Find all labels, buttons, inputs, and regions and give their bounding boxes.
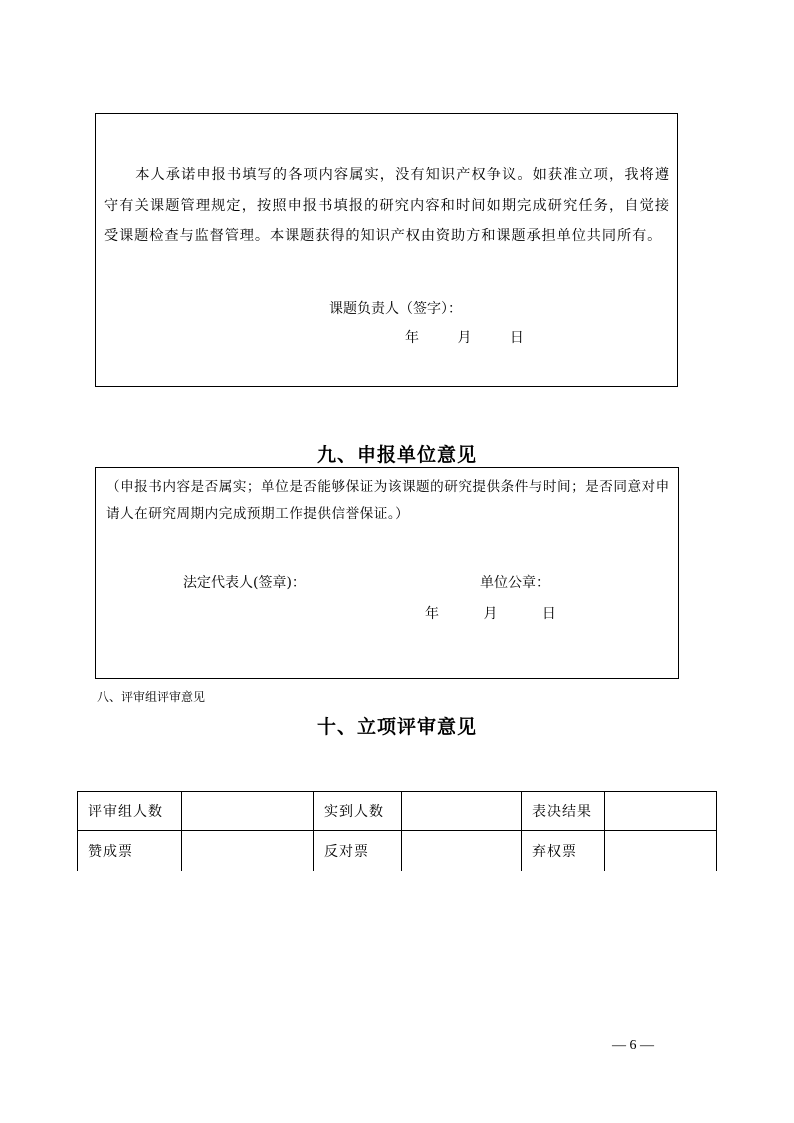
page-number: — 6 — (612, 1038, 654, 1053)
pledge-date-month: 月 (457, 330, 472, 346)
table-row (78, 792, 717, 831)
section9-date-day: 日 (541, 606, 556, 622)
table-cell: 赞成票 (78, 831, 182, 872)
pledge-date (405, 327, 524, 347)
table-cell: 表决结果 (522, 792, 605, 831)
pledge-date-year: 年 (405, 330, 419, 346)
table-cell: 弃权票 (522, 831, 605, 872)
table-cell: 反对票 (314, 831, 402, 872)
pledge-date-day: 日 (509, 330, 524, 346)
legal-rep-label: 法定代表人(签章)： (183, 575, 306, 591)
unit-seal-label: 单位公章： (480, 575, 550, 591)
table-cell: 评审组人数 (78, 792, 182, 831)
section10-title: 十、立项评审意见 (316, 716, 477, 738)
section9-date (425, 603, 556, 623)
pledge-text: 本人承诺申报书填写的各项内容属实，没有知识产权争议。如获准立项，我将遵守有关课题管理规定，按照申报书填报的研究内容和时间如期完成研究任务，自觉接受课题检查与监督管理。本课题获得的知识产权由资助方和课题承担单位共同所有。 (104, 167, 670, 244)
section9-note: （申报书内容是否属实；单位是否能够保证为该课题的研究提供条件与时间；是否同意对申请人在研究周期内完成预期工作提供信誉保证。） (106, 479, 670, 522)
table-cell (402, 792, 522, 831)
pledge-signer-label: 课题负责人（签字）： (329, 301, 462, 317)
table-cell (605, 831, 717, 872)
table-cell (402, 831, 522, 872)
table-row (78, 831, 717, 872)
section9-date-month: 月 (483, 606, 498, 622)
table-cell: 实到人数 (314, 792, 402, 831)
review-table (77, 791, 717, 871)
section9-title: 九、申报单位意见 (316, 444, 477, 466)
section9-date-year: 年 (425, 606, 439, 622)
review-group-label: 八、评审组评审意见 (97, 690, 206, 704)
table-cell (182, 792, 314, 831)
table-cell (182, 831, 314, 872)
table-cell (605, 792, 717, 831)
